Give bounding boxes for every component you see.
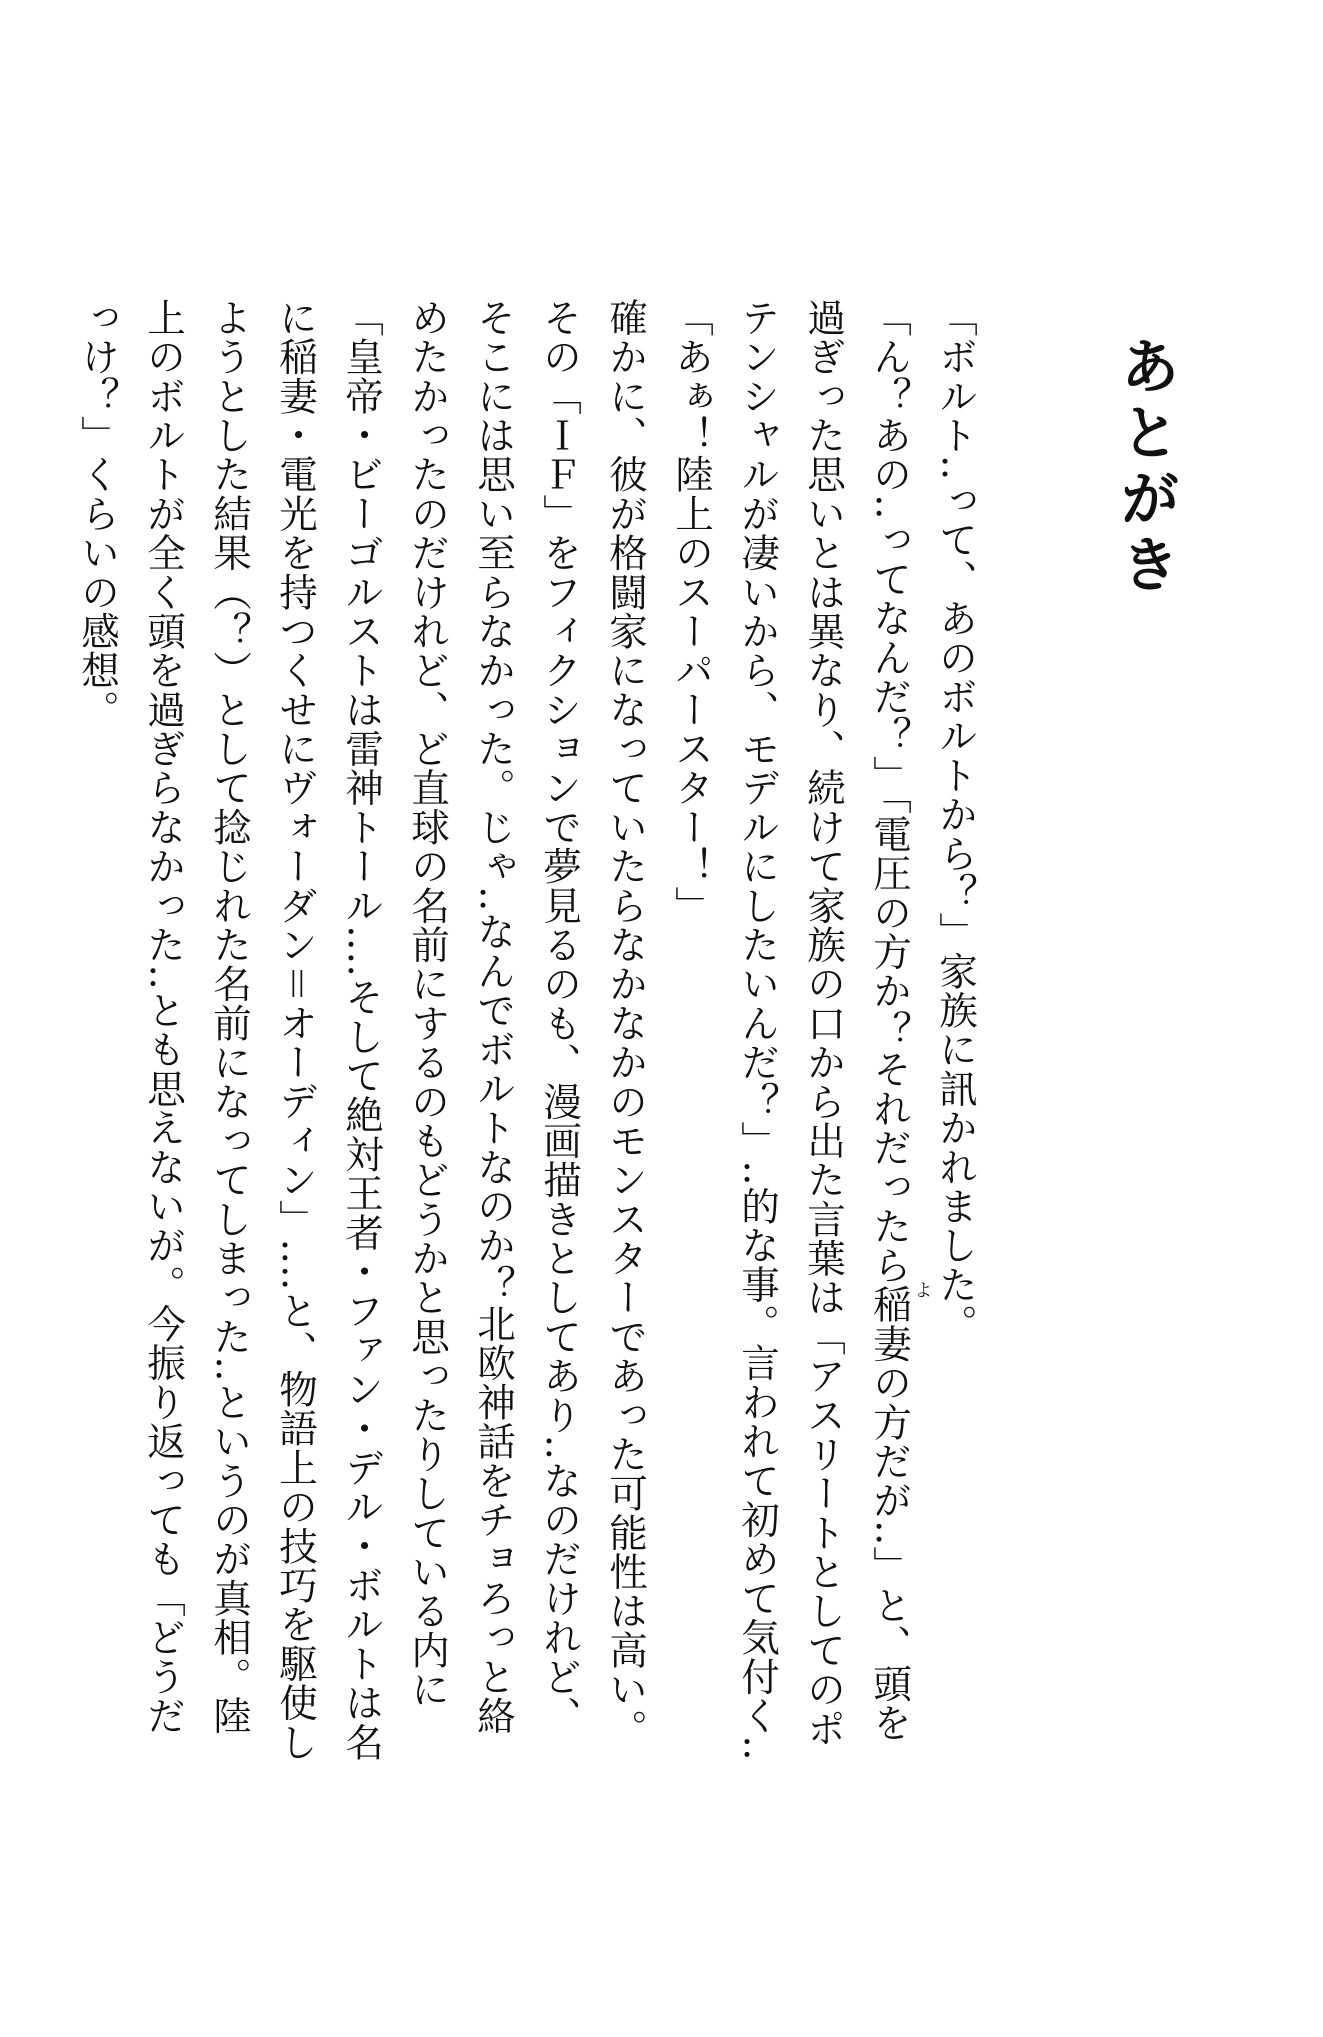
paragraph-2: 「ん？あの‥ってなんだ？」「電圧の方か？それだったら稲妻の方だが‥」と、頭を過ぎった思いとは異なり、続けて家族の口から出た言葉は「アスリートとしてのポテンシャルが凄いから、モデルにしたいんだ？」‥的な事。言われて初めて気付く‥「あぁ！陸上のスーパースター！」 [669, 298, 912, 1762]
page-title: あとがき [1110, 335, 1181, 599]
paragraph-3: 確かに、彼が格闘家になっていたらなかなかのモンスターであった可能性は高い。その「ＩＦ」をフィクションで夢見るのも、漫画描きとしてあり‥なのだけれど、そこには思い至らなかった。じゃ‥なんでボルトなのか？北欧神話をチョろっと絡めたかったのだけれど、ど直球の名前にするのもどうかと思ったりしている内に「皇帝・ビーゴルストは雷神トール‥‥そして絶対王者・ファン・デル・ボルトは名に稲妻・電光を持つくせにヴォーダン＝オーディン」‥‥と、物語上の技巧を駆使しようとした結果（？）として捻じれた名前になってしまった‥というのが真相。陸上のボルトが全く頭を過ぎらなかった‥とも思えないが。今振り返っても「どうだっけ？」くらいの感想。 [75, 298, 648, 1762]
paragraph-1: 「ボルト‥って、あのボルトから？」家族に訊かれました。 [933, 298, 978, 1344]
afterword-body [64, 298, 988, 1768]
ruby-annotation: よ [915, 1281, 932, 1301]
